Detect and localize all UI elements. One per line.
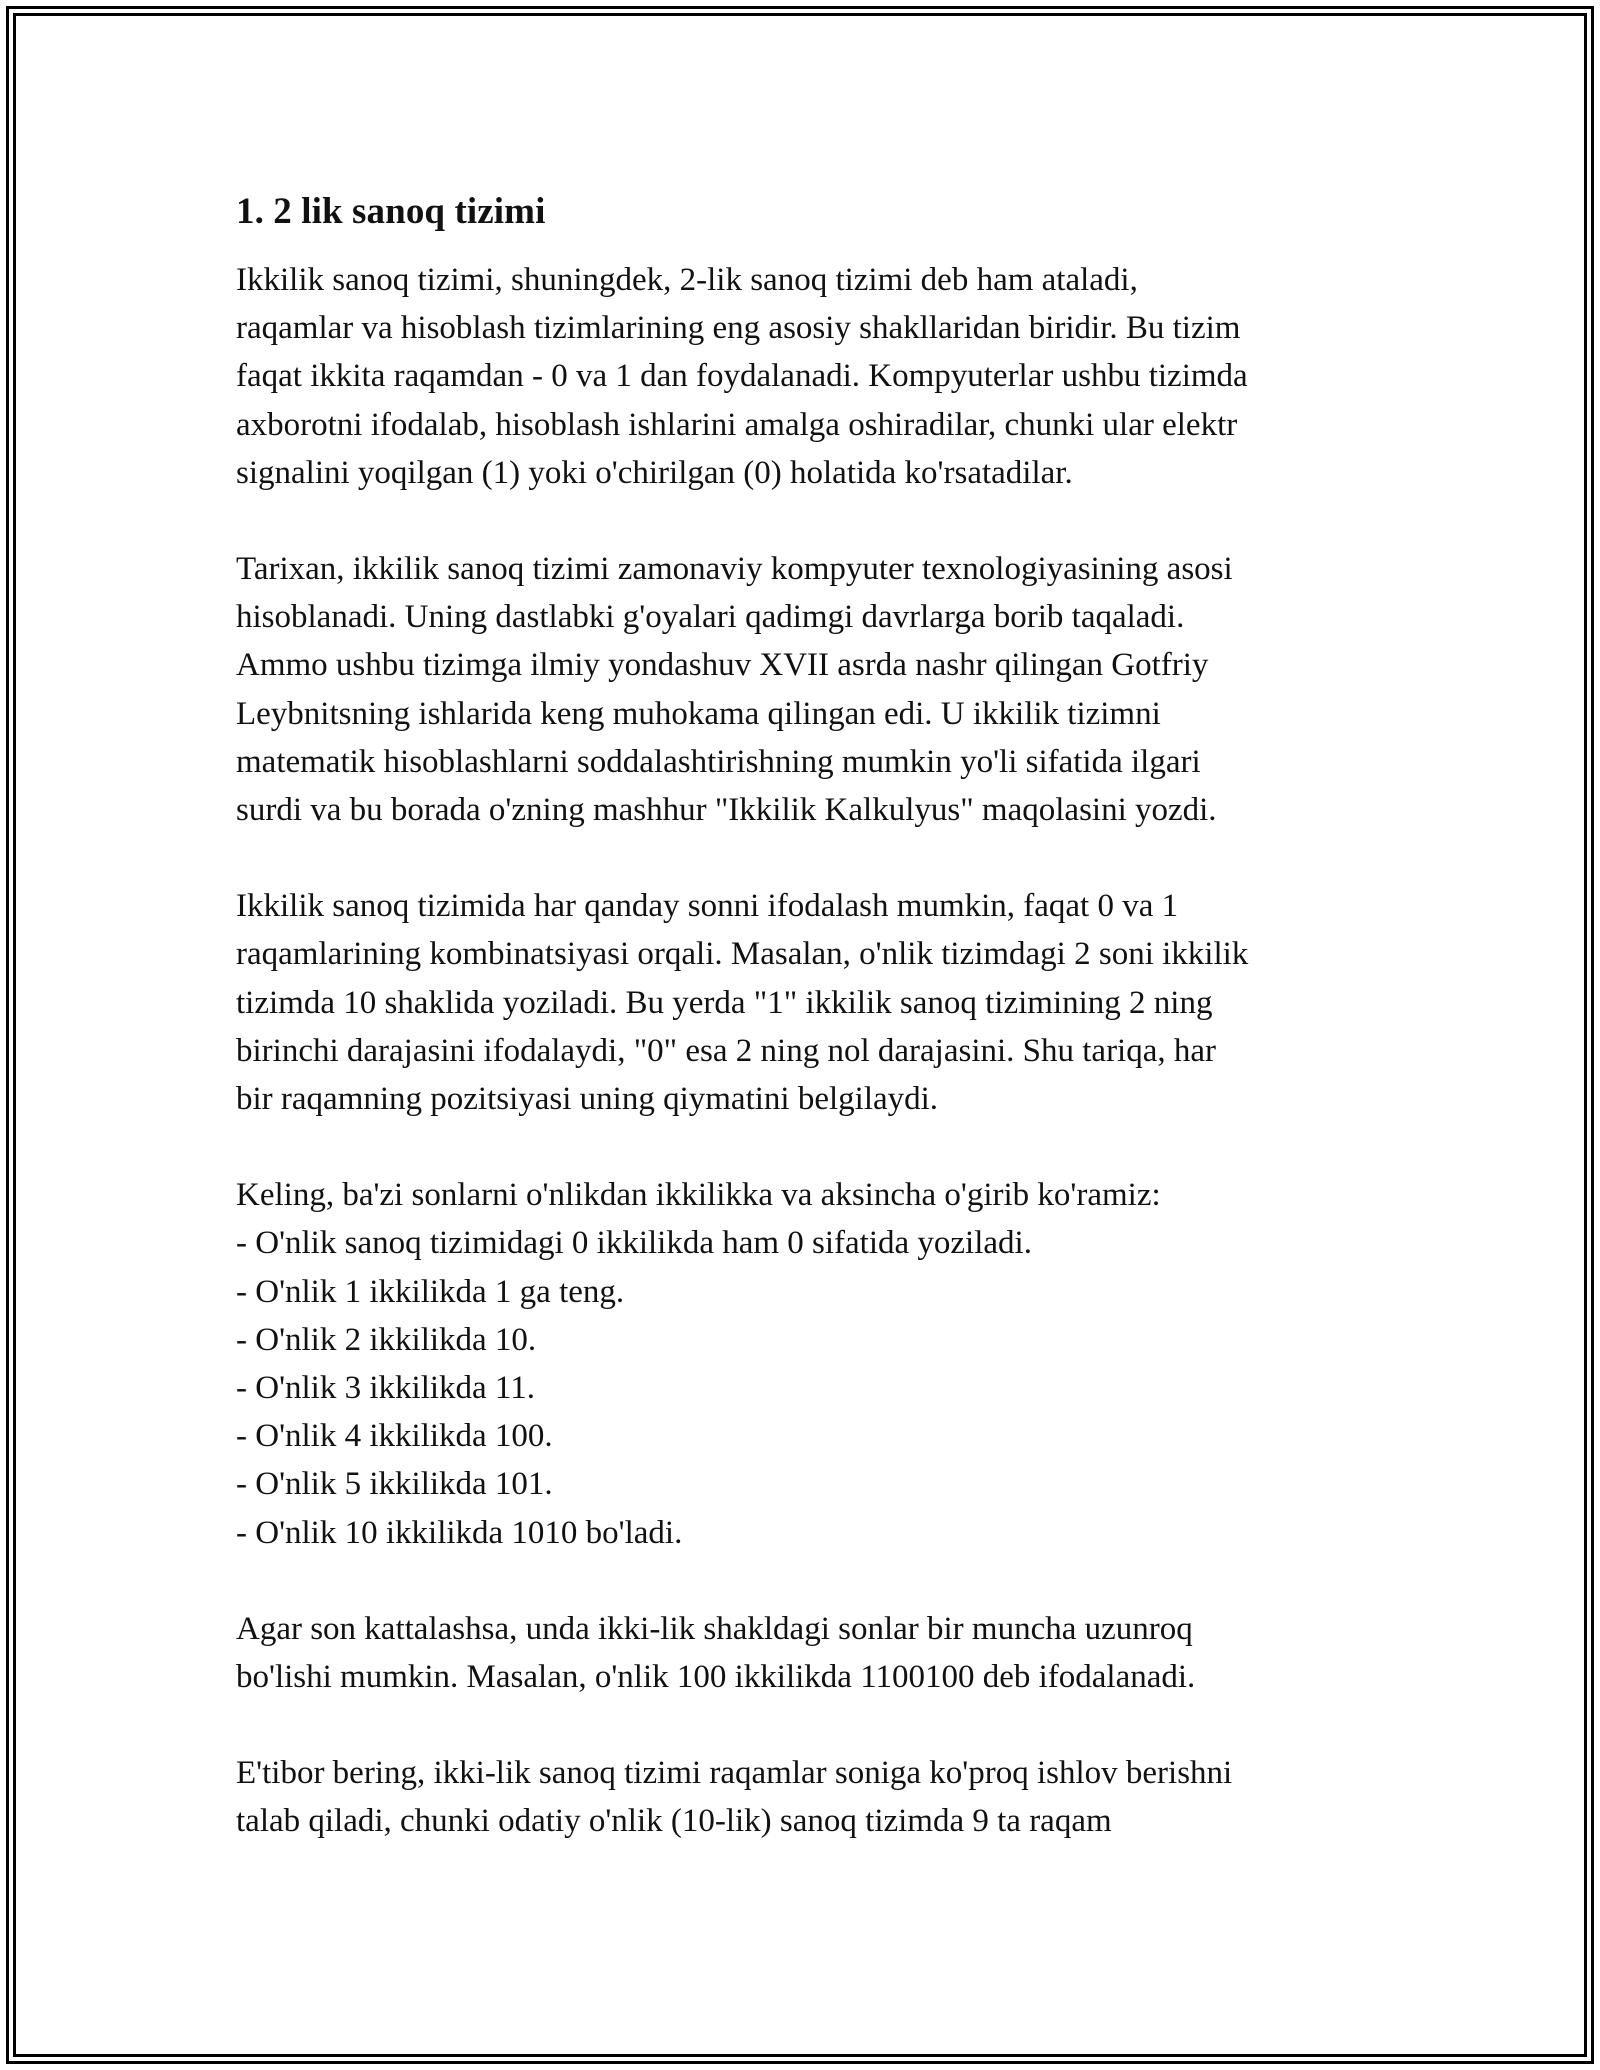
text-line: bo'lishi mumkin. Masalan, o'nlik 100 ikkilikda 1100100 deb ifodalanadi. — [236, 1659, 1196, 1696]
text-line: bir raqamning pozitsiyasi uning qiymatini belgilaydi. — [236, 1081, 939, 1118]
text-line: raqamlarining kombinatsiyasi orqali. Masalan, o'nlik tizimdagi 2 soni ikkilik — [236, 936, 1249, 973]
section-title: 1. 2 lik sanoq tizimi — [236, 191, 546, 232]
list-item: - O'nlik 10 ikkilikda 1010 bo'ladi. — [236, 1514, 683, 1551]
list-item: - O'nlik 2 ikkilikda 10. — [236, 1321, 537, 1358]
text-line: Keling, ba'zi sonlarni o'nlikdan ikkilikka va aksincha o'girib ko'ramiz: — [236, 1177, 1161, 1214]
text-line: signalini yoqilgan (1) yoki o'chirilgan (0) holatida ko'rsatadilar. — [236, 454, 1073, 491]
paragraph-conversion-list — [236, 1171, 1376, 1557]
paragraph-representation — [236, 882, 1376, 1123]
text-line: tizimda 10 shaklida yoziladi. Bu yerda "1" ikkilik sanoq tizimining 2 ning — [236, 984, 1213, 1021]
text-line: Ikkilik sanoq tizimida har qanday sonni ifodalash mumkin, faqat 0 va 1 — [236, 888, 1179, 925]
document-body — [236, 188, 1376, 1846]
text-line: talab qiladi, chunki odatiy o'nlik (10-lik) sanoq tizimda 9 ta raqam — [236, 1803, 1112, 1840]
text-line: raqamlar va hisoblash tizimlarining eng asosiy shakllaridan biridir. Bu tizim — [236, 310, 1241, 347]
text-line: Ammo ushbu tizimga ilmiy yondashuv XVII asrda nashr qilingan Gotfriy — [236, 647, 1209, 684]
paragraph-note — [236, 1749, 1376, 1845]
text-line: surdi va bu borada o'zning mashhur "Ikkilik Kalkulyus" maqolasini yozdi. — [236, 792, 1217, 829]
paragraph-large-numbers — [236, 1605, 1376, 1701]
paragraph-intro — [236, 256, 1376, 497]
text-line: matematik hisoblashlarni soddalashtirishning mumkin yo'li sifatida ilgari — [236, 743, 1201, 780]
text-line: E'tibor bering, ikki-lik sanoq tizimi raqamlar soniga ko'proq ishlov berishni — [236, 1755, 1233, 1792]
list-item: - O'nlik 4 ikkilikda 100. — [236, 1418, 553, 1455]
list-item: - O'nlik 5 ikkilikda 101. — [236, 1466, 553, 1503]
text-line: birinchi darajasini ifodalaydi, "0" esa 2 ning nol darajasini. Shu tariqa, har — [236, 1032, 1217, 1069]
list-item: - O'nlik 3 ikkilikda 11. — [236, 1370, 535, 1407]
text-line: Tarixan, ikkilik sanoq tizimi zamonaviy kompyuter texnologiyasining asosi — [236, 551, 1233, 588]
list-item: - O'nlik 1 ikkilikda 1 ga teng. — [236, 1273, 625, 1310]
list-item: - O'nlik sanoq tizimidagi 0 ikkilikda ham 0 sifatida yoziladi. — [236, 1225, 1032, 1262]
paragraph-history — [236, 545, 1376, 834]
text-line: Ikkilik sanoq tizimi, shuningdek, 2-lik sanoq tizimi deb ham ataladi, — [236, 262, 1138, 298]
text-line: faqat ikkita raqamdan - 0 va 1 dan foydalanadi. Kompyuterlar ushbu tizimda — [236, 358, 1248, 395]
text-line: Agar son kattalashsa, unda ikki-lik shakldagi sonlar bir muncha uzunroq — [236, 1610, 1193, 1647]
text-line: axborotni ifodalab, hisoblash ishlarini amalga oshiradilar, chunki ular elektr — [236, 406, 1238, 443]
text-line: Leybnitsning ishlarida keng muhokama qilingan edi. U ikkilik tizimni — [236, 695, 1161, 732]
text-line: hisoblanadi. Uning dastlabki g'oyalari qadimgi davrlarga borib taqaladi. — [236, 599, 1185, 636]
